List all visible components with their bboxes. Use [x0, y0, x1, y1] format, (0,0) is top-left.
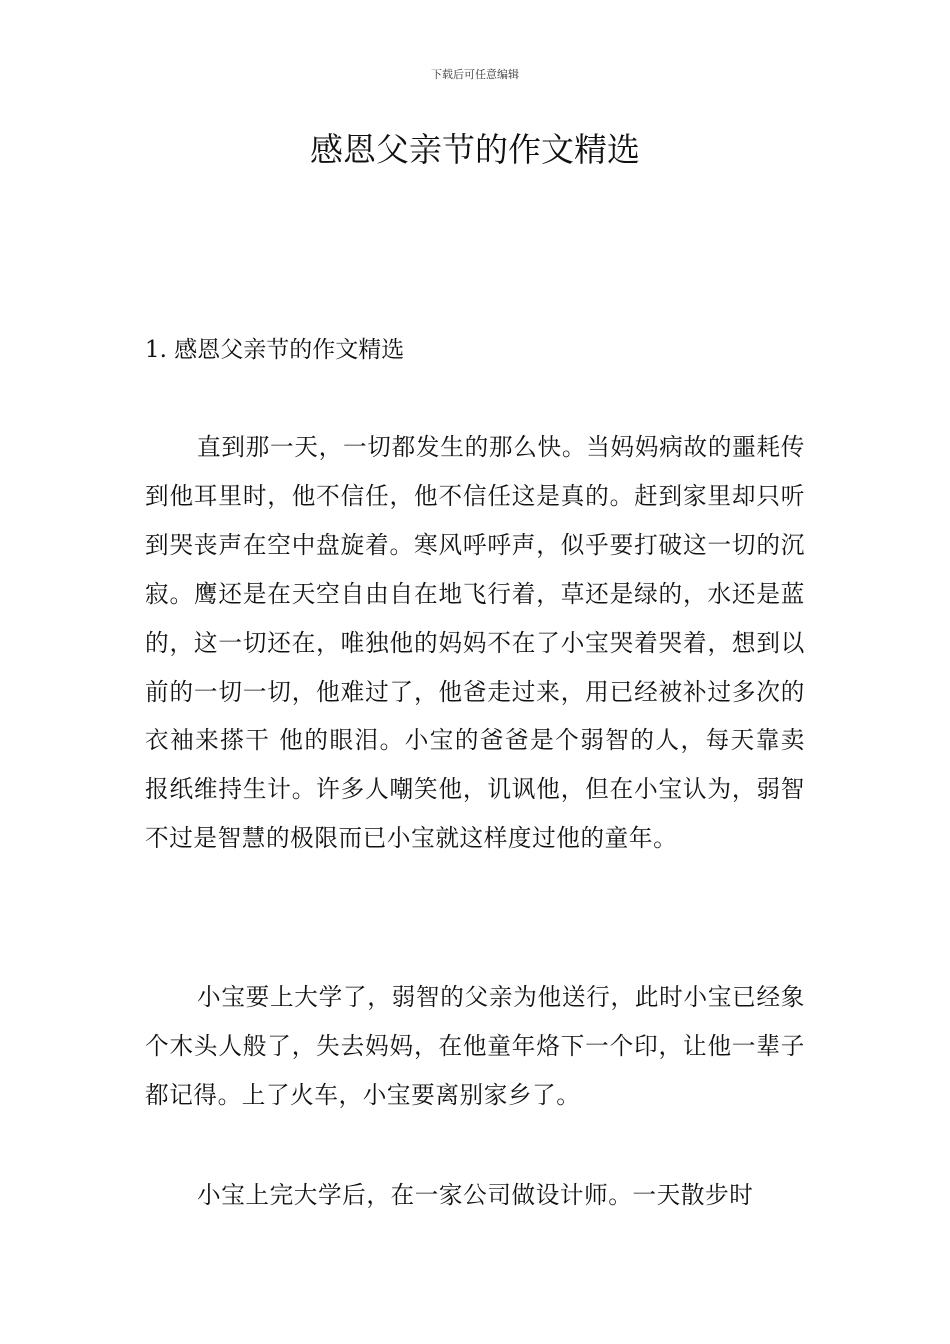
- document-title: 感恩父亲节的作文精选: [310, 130, 640, 169]
- paragraph-1: 直到那一天，一切都发生的那么快。当妈妈病故的噩耗传到他耳里时，他不信任，他不信任这是真的。赶到家里却只听到哭丧声在空中盘旋着。寒风呼呼声，似乎要打破这一切的沉寂。鹰还是在天空自由自在地飞行着，草还是绿的，水还是蓝的，这一切还在，唯独他的妈妈不在了小宝哭着哭着，想到以前的一切一切，他难过了，他爸走过来，用已经被补过多次的衣袖来搽干 他的眼泪。小宝的爸爸是个弱智的人，每天靠卖报纸维持生计。许多人嘲笑他，讥讽他，但在小宝认为，弱智不过是智慧的极限而已小宝就这样度过他的童年。: [145, 433, 805, 853]
- section-heading: 1. 感恩父亲节的作文精选: [145, 337, 405, 363]
- paragraph-3: 小宝上完大学后，在一家公司做设计师。一天散步时: [197, 1181, 754, 1209]
- header-note: 下载后可任意编辑: [431, 68, 519, 81]
- paragraph-2: 小宝要上大学了，弱智的父亲为他送行，此时小宝已经象个木头人般了，失去妈妈，在他童年烙下一个印，让他一辈子都记得。上了火车，小宝要离别家乡了。: [145, 983, 805, 1109]
